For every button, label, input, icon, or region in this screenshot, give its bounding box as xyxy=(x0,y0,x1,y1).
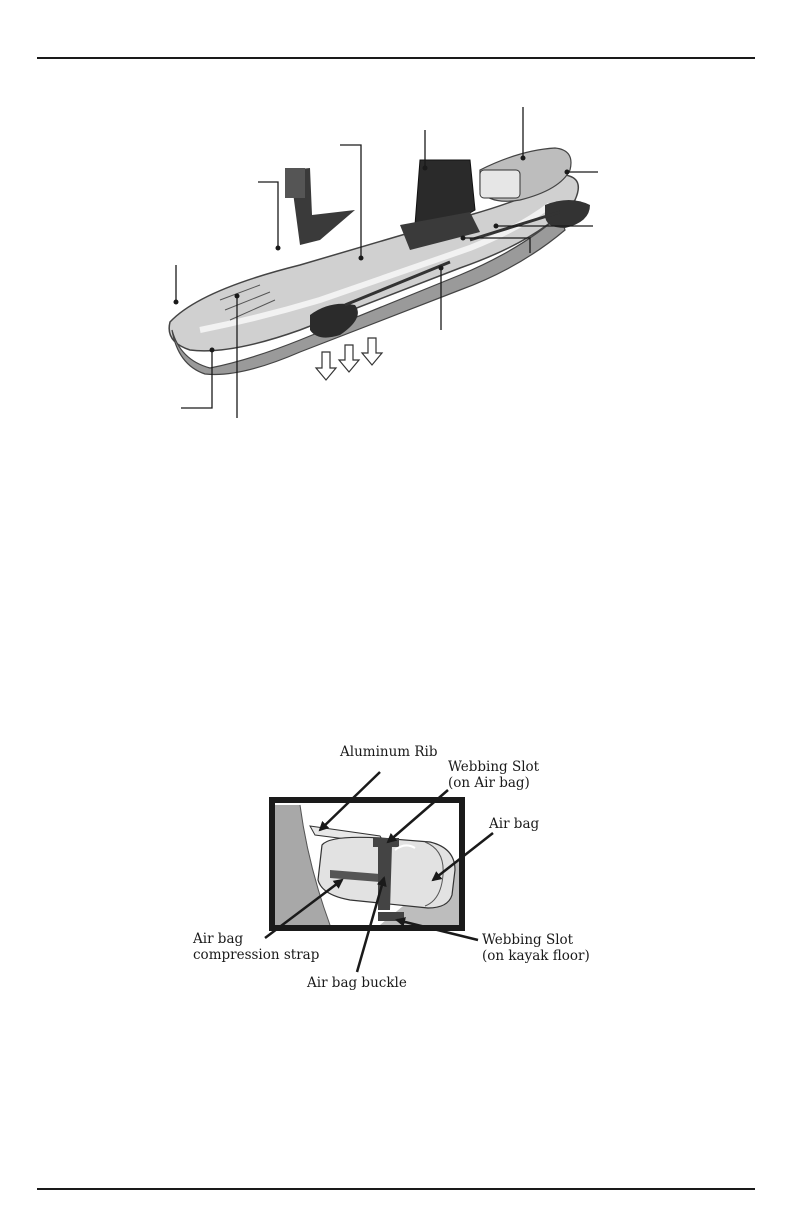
label-webbing-slot-air-bag-line1: Webbing Slot xyxy=(448,759,540,775)
label-air-bag-buckle: Air bag buckle xyxy=(307,975,407,991)
label-aluminum-rib: Aluminum Rib xyxy=(340,744,438,760)
label-compression-strap-line1: Air bag xyxy=(193,931,244,947)
diagram-webbing-slot-bag xyxy=(373,838,399,847)
label-webbing-slot-air-bag-line2: (on Air bag) xyxy=(448,775,530,791)
label-air-bag: Air bag xyxy=(489,816,540,832)
footer-rule xyxy=(37,1188,755,1190)
label-webbing-slot-floor-line2: (on kayak floor) xyxy=(482,948,590,964)
label-compression-strap-line2: compression strap xyxy=(193,947,320,963)
label-webbing-slot-floor-line1: Webbing Slot xyxy=(482,932,574,948)
diagram-buckle-strap xyxy=(378,845,392,910)
